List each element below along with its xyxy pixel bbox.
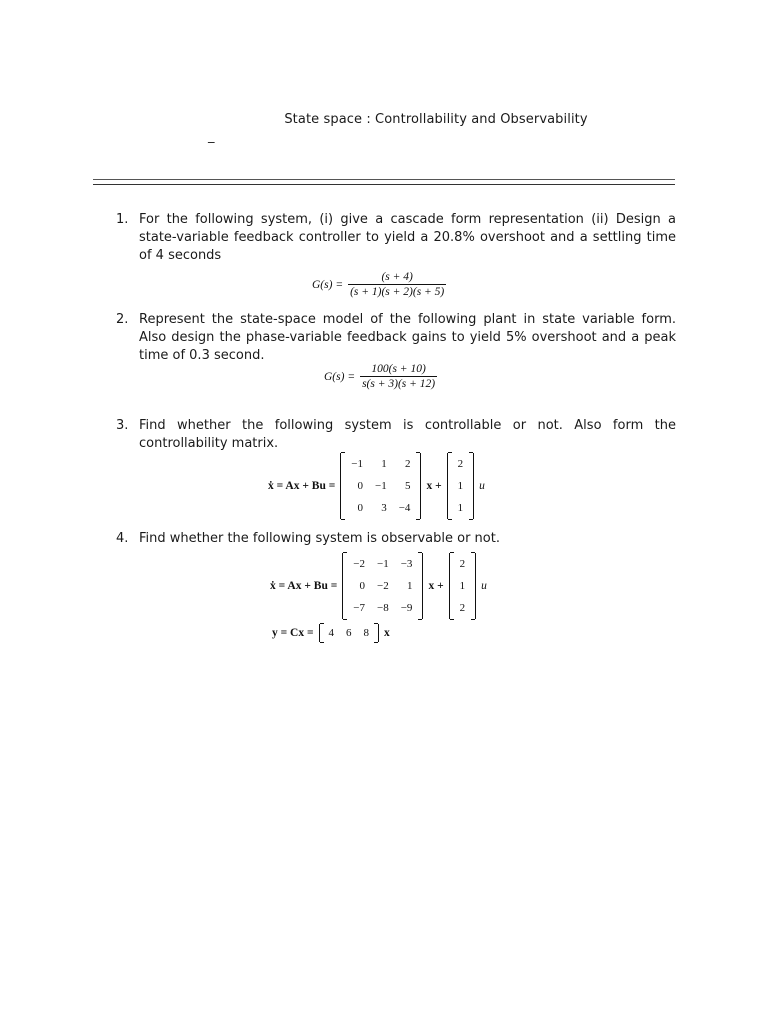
matrix-a xyxy=(342,553,423,619)
question-text: Find whether the following system is controllable or not. Also form the controllability matrix. xyxy=(139,418,676,451)
question-3 xyxy=(116,417,676,453)
question-1 xyxy=(116,211,676,265)
matrix-cell: 8 xyxy=(363,627,370,639)
fraction xyxy=(348,271,446,298)
equation-lhs: G(s) = xyxy=(324,370,356,383)
matrix-cell: −8 xyxy=(377,602,389,614)
matrix-b xyxy=(447,453,475,519)
matrix-a xyxy=(340,453,421,519)
matrix-cell: 1 xyxy=(406,580,413,592)
fraction xyxy=(360,363,437,390)
output-equation-lhs: y = Cx = xyxy=(272,627,314,639)
fraction-denominator: s(s + 3)(s + 12) xyxy=(362,378,436,390)
state-vector-x: x xyxy=(384,627,390,639)
matrix-cell: 0 xyxy=(357,480,363,492)
question-4 xyxy=(116,530,676,548)
matrix-cell: 2 xyxy=(459,602,466,614)
divider-thick xyxy=(93,184,675,185)
matrix-cell: 5 xyxy=(404,480,411,492)
matrix-cell: −1 xyxy=(351,458,363,470)
matrix-cell: 6 xyxy=(346,627,352,639)
state-equation-lhs: ẋ = Ax + Bu = xyxy=(268,480,336,492)
matrix-cell: 2 xyxy=(457,458,464,470)
matrix-cell: 1 xyxy=(381,458,387,470)
question-2 xyxy=(116,311,676,365)
matrix-cell: 1 xyxy=(457,480,464,492)
equation-1 xyxy=(312,271,446,298)
matrix-cell: −7 xyxy=(353,602,365,614)
question-text: Represent the state-space model of the following plant in state variable form. Also design the phase-variable feedback gains to yield 5% overshoot and a peak time of 0.3 second. xyxy=(139,312,676,363)
matrix-cell: 1 xyxy=(459,580,466,592)
fraction-numerator: 100(s + 10) xyxy=(360,363,437,377)
equation-lhs: G(s) = xyxy=(312,278,344,291)
question-number: 1. xyxy=(116,212,129,227)
matrix-cell: −1 xyxy=(375,480,387,492)
matrix-cell: 1 xyxy=(457,502,464,514)
input-u: u xyxy=(481,580,487,592)
matrix-cell: −3 xyxy=(400,558,413,570)
page-title: State space : Controllability and Observability xyxy=(284,112,588,127)
matrix-cell: −1 xyxy=(377,558,389,570)
question-text: Find whether the following system is observable or not. xyxy=(139,531,500,546)
matrix-cell: 3 xyxy=(381,502,387,514)
header-dash: _ xyxy=(208,129,215,144)
matrix-cell: −2 xyxy=(353,558,365,570)
state-equation-lhs: ẋ = Ax + Bu = xyxy=(270,580,338,592)
question-text: For the following system, (i) give a cascade form representation (ii) Design a state-variable feedback controller to yield a 20.8% overshoot and a settling time of 4 seconds xyxy=(139,212,676,263)
divider-thin xyxy=(93,179,675,180)
matrix-cell: 2 xyxy=(459,558,466,570)
equation-4 xyxy=(270,553,487,619)
question-number: 2. xyxy=(116,312,129,327)
matrix-cell: 4 xyxy=(328,627,335,639)
plus-x-term: x + xyxy=(428,580,444,592)
matrix-cell: 2 xyxy=(404,458,411,470)
equation-2 xyxy=(324,363,437,390)
plus-x-term: x + xyxy=(426,480,442,492)
question-number: 3. xyxy=(116,418,129,433)
question-number: 4. xyxy=(116,531,129,546)
matrix-b xyxy=(449,553,477,619)
equation-3 xyxy=(268,453,485,519)
output-equation xyxy=(272,624,390,642)
fraction-numerator: (s + 4) xyxy=(348,271,446,285)
fraction-denominator: (s + 1)(s + 2)(s + 5) xyxy=(350,286,445,298)
matrix-cell: −4 xyxy=(398,502,411,514)
matrix-cell: −2 xyxy=(377,580,389,592)
matrix-cell: −9 xyxy=(400,602,413,614)
matrix-c xyxy=(319,624,380,642)
matrix-cell: 0 xyxy=(359,580,365,592)
matrix-cell: 0 xyxy=(357,502,363,514)
input-u: u xyxy=(479,480,485,492)
